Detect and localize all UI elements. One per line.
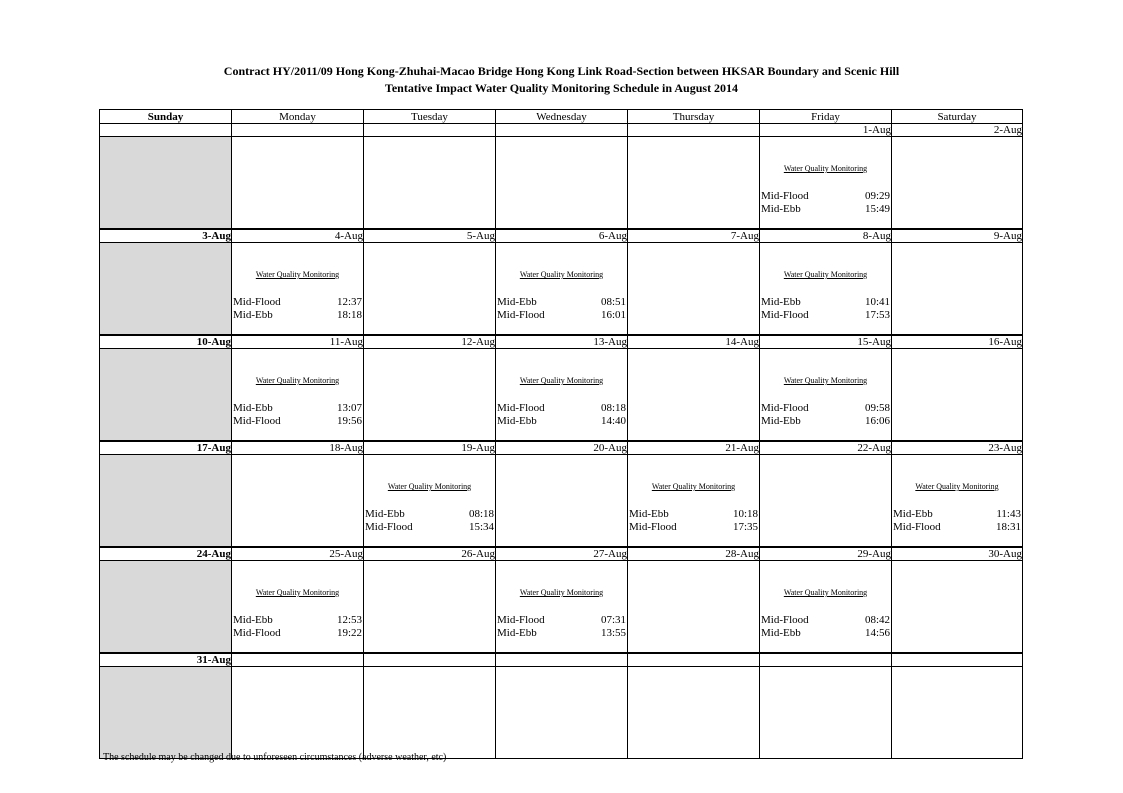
monitoring-time: 15:49 bbox=[864, 203, 890, 215]
day-cell bbox=[232, 137, 364, 230]
date-label: 8-Aug bbox=[760, 229, 892, 243]
day-cell bbox=[628, 667, 760, 759]
day-cell bbox=[232, 455, 364, 548]
date-label: 31-Aug bbox=[100, 653, 232, 667]
date-label: 17-Aug bbox=[100, 441, 232, 455]
monitoring-slot bbox=[761, 402, 890, 415]
monitoring-time: 10:41 bbox=[864, 296, 890, 308]
day-cell bbox=[364, 561, 496, 654]
monitoring-time: 08:51 bbox=[600, 296, 626, 308]
tide-label: Mid-Flood bbox=[233, 627, 281, 639]
monitoring-time: 10:18 bbox=[732, 508, 758, 520]
week-body-row bbox=[100, 243, 1023, 336]
day-cell bbox=[496, 561, 628, 654]
schedule-footnote: The schedule may be changed due to unforeseen circumstances (adverse weather, etc) bbox=[103, 752, 447, 763]
week-body-row bbox=[100, 561, 1023, 654]
monitoring-time: 18:18 bbox=[336, 309, 362, 321]
monitoring-slot bbox=[761, 190, 890, 203]
week-date-row bbox=[100, 335, 1023, 349]
monitoring-time: 11:43 bbox=[996, 508, 1021, 520]
tide-label: Mid-Ebb bbox=[893, 508, 933, 520]
sunday-shaded-cell bbox=[100, 667, 232, 759]
monitoring-slot bbox=[233, 415, 362, 428]
date-label: 12-Aug bbox=[364, 335, 496, 349]
day-cell bbox=[892, 667, 1023, 759]
weekday-tuesday: Tuesday bbox=[364, 110, 496, 124]
day-cell bbox=[232, 349, 364, 442]
monitoring-slot bbox=[629, 508, 758, 521]
day-cell bbox=[364, 243, 496, 336]
water-quality-monitoring-label: Water Quality Monitoring bbox=[783, 164, 868, 173]
date-label: 5-Aug bbox=[364, 229, 496, 243]
day-cell bbox=[232, 667, 364, 759]
water-quality-monitoring-label: Water Quality Monitoring bbox=[783, 376, 868, 385]
tide-label: Mid-Flood bbox=[497, 309, 545, 321]
monitoring-slot bbox=[761, 627, 890, 640]
day-cell bbox=[496, 243, 628, 336]
monitoring-slot bbox=[497, 614, 626, 627]
sunday-shaded-cell bbox=[100, 561, 232, 654]
date-label: 10-Aug bbox=[100, 335, 232, 349]
tide-label: Mid-Flood bbox=[233, 296, 281, 308]
monitoring-slot bbox=[497, 296, 626, 309]
date-label: 27-Aug bbox=[496, 547, 628, 561]
week-body-row bbox=[100, 349, 1023, 442]
monitoring-time: 13:55 bbox=[600, 627, 626, 639]
contract-title: Contract HY/2011/09 Hong Kong-Zhuhai-Macao Bridge Hong Kong Link Road-Section between HKSAR Boundary and Scenic Hill bbox=[223, 64, 900, 78]
week-date-row bbox=[100, 441, 1023, 455]
day-cell bbox=[496, 137, 628, 230]
monitoring-slot bbox=[761, 203, 890, 216]
date-label: 14-Aug bbox=[628, 335, 760, 349]
monitoring-time: 12:37 bbox=[336, 296, 362, 308]
monitoring-slot bbox=[365, 521, 494, 534]
week-date-row bbox=[100, 547, 1023, 561]
sunday-shaded-cell bbox=[100, 455, 232, 548]
week-date-row bbox=[100, 229, 1023, 243]
monitoring-slot bbox=[233, 614, 362, 627]
tide-label: Mid-Flood bbox=[761, 309, 809, 321]
day-cell bbox=[892, 455, 1023, 548]
monitoring-slot bbox=[365, 508, 494, 521]
water-quality-monitoring-label: Water Quality Monitoring bbox=[915, 482, 999, 491]
weekday-monday: Monday bbox=[232, 110, 364, 124]
date-label: 29-Aug bbox=[760, 547, 892, 561]
monitoring-time: 17:53 bbox=[864, 309, 890, 321]
water-quality-monitoring-label: Water Quality Monitoring bbox=[783, 588, 868, 597]
date-label: 23-Aug bbox=[892, 441, 1023, 455]
date-label bbox=[364, 124, 496, 137]
week-date-row bbox=[100, 124, 1023, 137]
tide-label: Mid-Ebb bbox=[761, 296, 801, 308]
monitoring-time: 14:56 bbox=[864, 627, 890, 639]
date-label: 7-Aug bbox=[628, 229, 760, 243]
tide-label: Mid-Ebb bbox=[629, 508, 669, 520]
tide-label: Mid-Ebb bbox=[761, 627, 801, 639]
day-cell bbox=[892, 561, 1023, 654]
tide-label: Mid-Ebb bbox=[761, 415, 801, 427]
date-label bbox=[100, 124, 232, 137]
tide-label: Mid-Ebb bbox=[233, 614, 273, 626]
date-label: 9-Aug bbox=[892, 229, 1023, 243]
sunday-shaded-cell bbox=[100, 137, 232, 230]
date-label bbox=[364, 653, 496, 667]
schedule-title: Tentative Impact Water Quality Monitoring Schedule in August 2014 bbox=[384, 81, 739, 95]
day-cell bbox=[628, 349, 760, 442]
monitoring-slot bbox=[893, 521, 1021, 534]
date-label: 15-Aug bbox=[760, 335, 892, 349]
monitoring-slot bbox=[497, 415, 626, 428]
monitoring-time: 16:06 bbox=[864, 415, 890, 427]
day-cell bbox=[892, 349, 1023, 442]
day-cell bbox=[628, 455, 760, 548]
date-label: 21-Aug bbox=[628, 441, 760, 455]
monitoring-slot bbox=[497, 309, 626, 322]
day-cell bbox=[232, 243, 364, 336]
water-quality-monitoring-label: Water Quality Monitoring bbox=[783, 270, 868, 279]
date-label: 28-Aug bbox=[628, 547, 760, 561]
day-cell bbox=[364, 667, 496, 759]
date-label bbox=[232, 124, 364, 137]
weekday-thursday: Thursday bbox=[628, 110, 760, 124]
date-label bbox=[496, 653, 628, 667]
day-cell bbox=[496, 667, 628, 759]
day-cell bbox=[496, 349, 628, 442]
monitoring-slot bbox=[233, 296, 362, 309]
sunday-shaded-cell bbox=[100, 243, 232, 336]
monitoring-time: 15:34 bbox=[468, 521, 494, 533]
monitoring-time: 08:18 bbox=[600, 402, 626, 414]
monitoring-time: 07:31 bbox=[600, 614, 626, 626]
water-quality-monitoring-label: Water Quality Monitoring bbox=[387, 482, 472, 491]
tide-label: Mid-Ebb bbox=[233, 402, 273, 414]
date-label bbox=[760, 653, 892, 667]
monitoring-time: 16:01 bbox=[600, 309, 626, 321]
tide-label: Mid-Ebb bbox=[233, 309, 273, 321]
weekday-saturday: Saturday bbox=[892, 110, 1023, 124]
monitoring-time: 09:29 bbox=[864, 190, 890, 202]
date-label: 4-Aug bbox=[232, 229, 364, 243]
tide-label: Mid-Flood bbox=[497, 402, 545, 414]
monitoring-slot bbox=[497, 402, 626, 415]
monitoring-slot bbox=[497, 627, 626, 640]
monitoring-time: 13:07 bbox=[336, 402, 362, 414]
date-label bbox=[892, 653, 1023, 667]
date-label bbox=[232, 653, 364, 667]
monitoring-slot bbox=[233, 402, 362, 415]
tide-label: Mid-Ebb bbox=[365, 508, 405, 520]
day-cell bbox=[760, 667, 892, 759]
water-quality-monitoring-label: Water Quality Monitoring bbox=[519, 270, 604, 279]
day-cell bbox=[760, 455, 892, 548]
day-cell bbox=[760, 243, 892, 336]
date-label: 18-Aug bbox=[232, 441, 364, 455]
date-label: 11-Aug bbox=[232, 335, 364, 349]
tide-label: Mid-Ebb bbox=[497, 415, 537, 427]
water-quality-monitoring-label: Water Quality Monitoring bbox=[519, 588, 604, 597]
date-label: 3-Aug bbox=[100, 229, 232, 243]
tide-label: Mid-Flood bbox=[365, 521, 413, 533]
monitoring-time: 19:22 bbox=[336, 627, 362, 639]
water-quality-monitoring-label: Water Quality Monitoring bbox=[651, 482, 736, 491]
weekday-wednesday: Wednesday bbox=[496, 110, 628, 124]
tide-label: Mid-Flood bbox=[761, 402, 809, 414]
day-cell bbox=[892, 243, 1023, 336]
day-cell bbox=[364, 349, 496, 442]
date-label: 16-Aug bbox=[892, 335, 1023, 349]
monitoring-slot bbox=[893, 508, 1021, 521]
date-label: 20-Aug bbox=[496, 441, 628, 455]
water-quality-monitoring-label: Water Quality Monitoring bbox=[255, 588, 340, 597]
date-label: 26-Aug bbox=[364, 547, 496, 561]
date-label: 22-Aug bbox=[760, 441, 892, 455]
date-label: 13-Aug bbox=[496, 335, 628, 349]
monitoring-time: 08:42 bbox=[864, 614, 890, 626]
date-label: 24-Aug bbox=[100, 547, 232, 561]
monitoring-slot bbox=[761, 614, 890, 627]
day-cell bbox=[760, 561, 892, 654]
tide-label: Mid-Ebb bbox=[497, 296, 537, 308]
tide-label: Mid-Ebb bbox=[761, 203, 801, 215]
tide-label: Mid-Flood bbox=[893, 521, 941, 533]
day-cell bbox=[364, 455, 496, 548]
tide-label: Mid-Flood bbox=[761, 614, 809, 626]
week-body-row bbox=[100, 667, 1023, 759]
day-cell bbox=[364, 137, 496, 230]
water-quality-monitoring-label: Water Quality Monitoring bbox=[255, 376, 340, 385]
monitoring-time: 08:18 bbox=[468, 508, 494, 520]
week-body-row bbox=[100, 455, 1023, 548]
weekday-friday: Friday bbox=[760, 110, 892, 124]
tide-label: Mid-Flood bbox=[233, 415, 281, 427]
water-quality-monitoring-label: Water Quality Monitoring bbox=[519, 376, 604, 385]
date-label: 1-Aug bbox=[760, 124, 892, 137]
tide-label: Mid-Flood bbox=[629, 521, 677, 533]
monitoring-time: 09:58 bbox=[864, 402, 890, 414]
day-cell bbox=[628, 561, 760, 654]
day-cell bbox=[628, 243, 760, 336]
monitoring-slot bbox=[761, 309, 890, 322]
monitoring-time: 14:40 bbox=[600, 415, 626, 427]
sunday-shaded-cell bbox=[100, 349, 232, 442]
week-date-row bbox=[100, 653, 1023, 667]
day-cell bbox=[760, 137, 892, 230]
date-label: 25-Aug bbox=[232, 547, 364, 561]
date-label: 19-Aug bbox=[364, 441, 496, 455]
tide-label: Mid-Flood bbox=[497, 614, 545, 626]
monitoring-slot bbox=[761, 296, 890, 309]
monitoring-slot bbox=[761, 415, 890, 428]
monitoring-slot bbox=[233, 627, 362, 640]
tide-label: Mid-Ebb bbox=[497, 627, 537, 639]
date-label: 6-Aug bbox=[496, 229, 628, 243]
monthly-calendar bbox=[99, 109, 1023, 759]
date-label bbox=[496, 124, 628, 137]
day-cell bbox=[496, 455, 628, 548]
document-header bbox=[0, 63, 1123, 97]
monitoring-time: 17:35 bbox=[732, 521, 758, 533]
weekday-sunday: Sunday bbox=[100, 110, 232, 124]
day-cell bbox=[892, 137, 1023, 230]
date-label: 2-Aug bbox=[892, 124, 1023, 137]
week-body-row bbox=[100, 137, 1023, 230]
monitoring-time: 12:53 bbox=[336, 614, 362, 626]
monitoring-slot bbox=[233, 309, 362, 322]
date-label bbox=[628, 124, 760, 137]
day-cell bbox=[760, 349, 892, 442]
monitoring-slot bbox=[629, 521, 758, 534]
day-cell bbox=[628, 137, 760, 230]
monitoring-time: 19:56 bbox=[336, 415, 362, 427]
weekday-header-row bbox=[100, 110, 1023, 124]
water-quality-monitoring-label: Water Quality Monitoring bbox=[255, 270, 340, 279]
date-label: 30-Aug bbox=[892, 547, 1023, 561]
day-cell bbox=[232, 561, 364, 654]
date-label bbox=[628, 653, 760, 667]
monitoring-time: 18:31 bbox=[995, 521, 1021, 533]
tide-label: Mid-Flood bbox=[761, 190, 809, 202]
